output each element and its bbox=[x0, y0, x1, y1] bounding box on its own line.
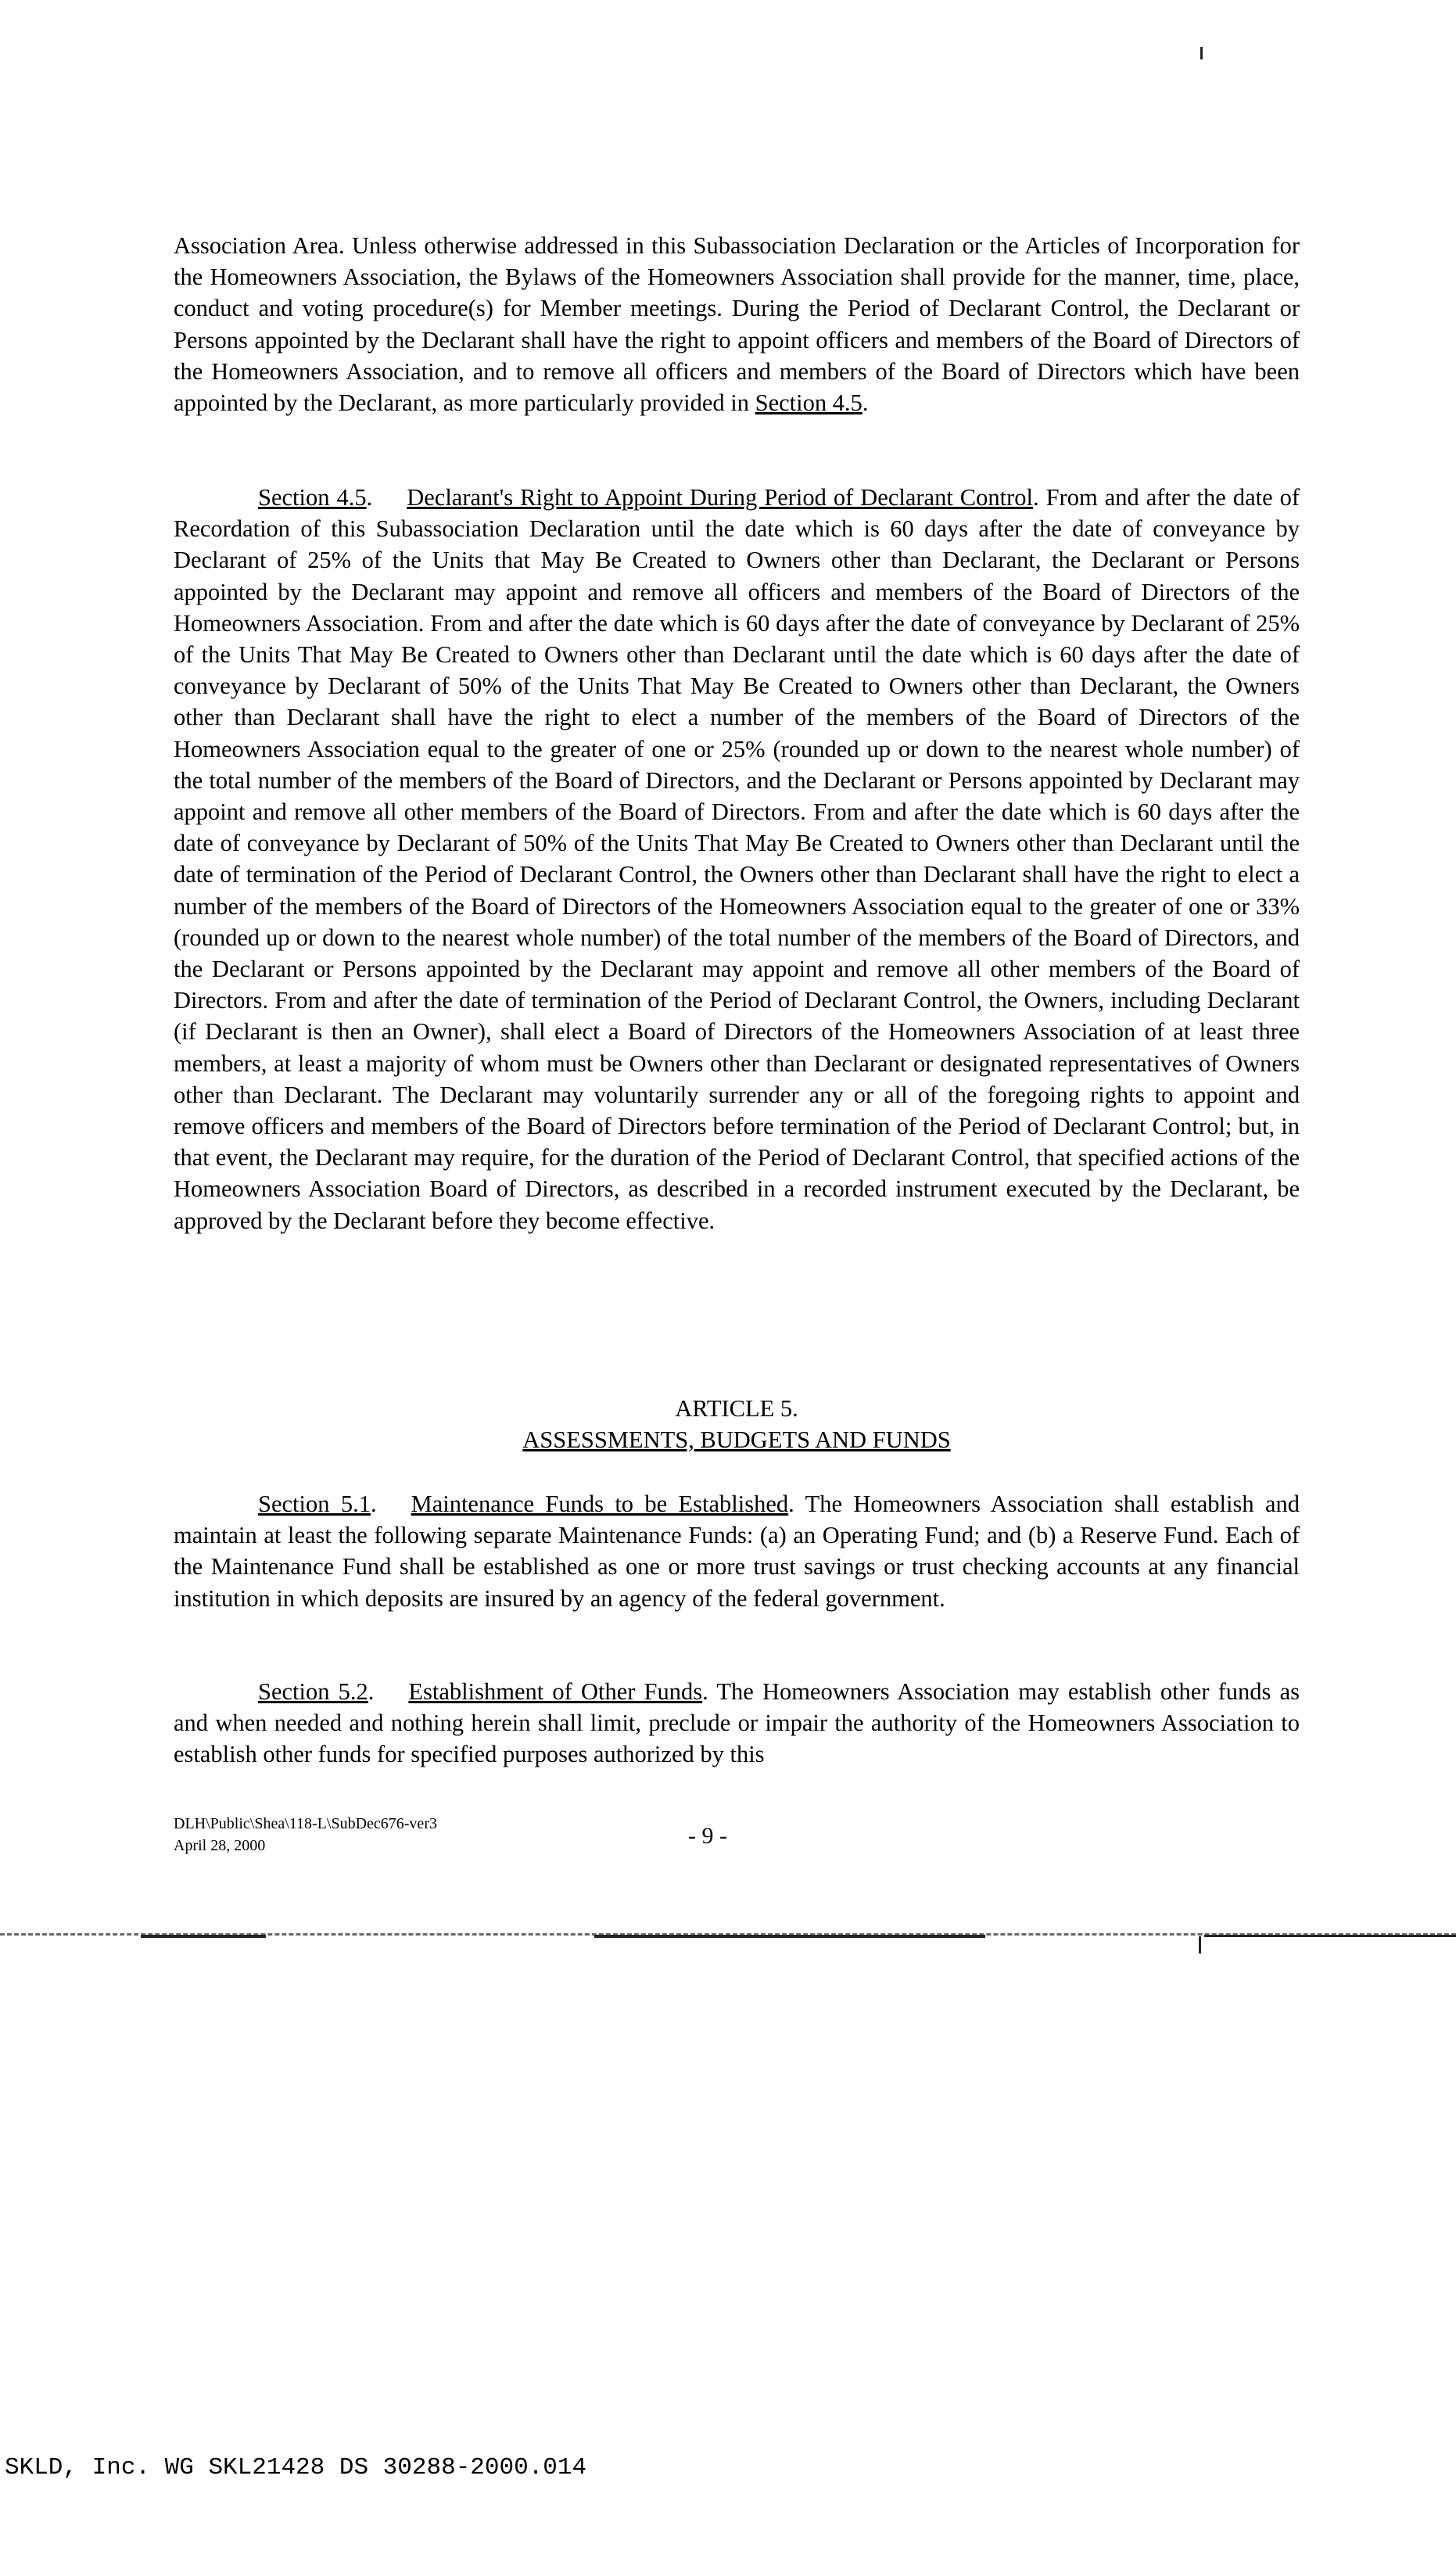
section-4-5 bbox=[174, 482, 1300, 1236]
section-5-1 bbox=[174, 1488, 1300, 1614]
paragraph-end: . bbox=[862, 389, 869, 417]
section-5-2-text: Section 5.2. Establishment of Other Funds. The Homeowners Association may establish other funds as and when needed and nothing herein shall limit, preclude or impair the authority of the Homeowners Association to establish other funds for specified purposes authorized by this bbox=[174, 1678, 1300, 1768]
footer-reference bbox=[174, 1813, 437, 1857]
footer-file-path: DLH\Public\Shea\118-L\SubDec676-ver3 bbox=[174, 1815, 437, 1832]
recording-stamp: SKLD, Inc. WG SKL21428 DS 30288-2000.014 bbox=[5, 2454, 587, 2481]
section-title: Maintenance Funds to be Established bbox=[411, 1491, 789, 1517]
paragraph-association-area bbox=[174, 230, 1300, 418]
section-5-1-text: Section 5.1. Maintenance Funds to be Established. The Homeowners Association shall establish and maintain at least the following separate Maintenance Funds: (a) an Operating Fund; and (b) a Reserve Fund. Each of the Maintenance Fund shall be established as one or more trust savings or trust checking accounts at any financial institution in which deposits are insured by an agency of the federal government. bbox=[174, 1491, 1300, 1612]
section-title: Establishment of Other Funds bbox=[408, 1678, 703, 1705]
article-title: ASSESSMENTS, BUDGETS AND FUNDS bbox=[522, 1426, 951, 1454]
paragraph-text bbox=[174, 230, 1300, 418]
page-number: - 9 - bbox=[688, 1823, 727, 1849]
section-body: From and after the date of Recordation of this Subassociation Declaration until the date which is 60 days after the date of conveyance by Declarant of 25% of the Units that May Be Created to Owners other than Declarant, the Declarant or Persons appointed by the Declarant may appoint and remove all officers and members of the Board of Directors of the Homeowners Association. From and after the date which is 60 days after the date of conveyance by Declarant of 25% of the Units That May Be Created to Owners other than Declarant until the date which is 60 days after the date of conveyance by Declarant of 50% of the Units That May Be Created to Owners other than Declarant, the Owners other than Declarant shall have the right to elect a number of the members of the Board of Directors of the Homeowners Association equal to the greater of one or 25% (rounded up or down to the nearest whole number) of the total number of the members of the Board of Directors, and the Declarant or Persons appointed by Declarant may appoint and remove all other members of the Board of Directors. From and after the date which is 60 days after the date of conveyance by Declarant of 50% of the Units That May Be Created to Owners other than Declarant until the date of termination of the Period of Declarant Control, the Owners other than Declarant shall have the right to elect a number of the members of the Board of Directors of the Homeowners Association equal to the greater of one or 33% (rounded up or down to the nearest whole number) of the total number of the members of the Board of Directors, and the Declarant or Persons appointed by the Declarant may appoint and remove all other members of the Board of Directors. From and after the date of termination of the Period of Declarant Control, the Owners, including Declarant (if Declarant is then an Owner), shall elect a Board of Directors of the Homeowners Association of at least three members, at least a majority of whom must be Owners other than Declarant or designated representatives of Owners other than Declarant. The Declarant may voluntarily surrender any or all of the foregoing rights to appoint and remove officers and members of the Board of Directors before termination of the Period of Declarant Control; but, in that event, the Declarant may require, for the duration of the Period of Declarant Control, that specified actions of the Homeowners Association Board of Directors, as described in a recorded instrument executed by the Declarant, be approved by the Declarant before they become effective. bbox=[174, 484, 1300, 1234]
section-body: The Homeowners Association may establish other funds as and when needed and nothing herein shall limit, preclude or impair the authority of the Homeowners Association to establish other funds for specified purposes authorized by this bbox=[174, 1678, 1300, 1768]
section-body: The Homeowners Association shall establish and maintain at least the following separate Maintenance Funds: (a) an Operating Fund; and (b) a Reserve Fund. Each of the Maintenance Fund shall be established as one or more trust savings or trust checking accounts at any financial institution in which deposits are insured by an agency of the federal government. bbox=[174, 1491, 1300, 1612]
section-title: Declarant's Right to Appoint During Period of Declarant Control bbox=[407, 484, 1033, 511]
footer-date: April 28, 2000 bbox=[174, 1837, 266, 1854]
article-number: ARTICLE 5. bbox=[675, 1395, 798, 1422]
section-5-2 bbox=[174, 1676, 1300, 1771]
scan-mark bbox=[1200, 47, 1203, 59]
scan-divider-segment bbox=[594, 1935, 985, 1938]
section-number: Section 4.5 bbox=[258, 484, 367, 511]
section-number: Section 5.1 bbox=[258, 1491, 371, 1517]
section-reference: Section 4.5 bbox=[755, 389, 862, 417]
scan-mark bbox=[1199, 1936, 1201, 1954]
section-4-5-text: Section 4.5. Declarant's Right to Appoint During Period of Declarant Control. From and after the date of Recordation of this Subassociation Declaration until the date which is 60 days after the date of conveyance by Declarant of 25% of the Units that May Be Created to Owners other than Declarant, the Declarant or Persons appointed by the Declarant may appoint and remove all officers and members of the Board of Directors of the Homeowners Association. From and after the date which is 60 days after the date of conveyance by Declarant of 25% of the Units That May Be Created to Owners other than Declarant until the date which is 60 days after the date of conveyance by Declarant of 50% of the Units That May Be Created to Owners other than Declarant, the Owners other than Declarant shall have the right to elect a number of the members of the Board of Directors of the Homeowners Association equal to the greater of one or 25% (rounded up or down to the nearest whole number) of the total number of the members of the Board of Directors, and the Declarant or Persons appointed by Declarant may appoint and remove all other members of the Board of Directors. From and after the date which is 60 days after the date of conveyance by Declarant of 50% of the Units That May Be Created to Owners other than Declarant until the date of termination of the Period of Declarant Control, the Owners other than Declarant shall have the right to elect a number of the members of the Board of Directors of the Homeowners Association equal to the greater of one or 33% (rounded up or down to the nearest whole number) of the total number of the members of the Board of Directors, and the Declarant or Persons appointed by the Declarant may appoint and remove all other members of the Board of Directors. From and after the date of termination of the Period of Declarant Control, the Owners, including Declarant (if Declarant is then an Owner), shall elect a Board of Directors of the Homeowners Association of at least three members, at least a majority of whom must be Owners other than Declarant or designated representatives of Owners other than Declarant. The Declarant may voluntarily surrender any or all of the foregoing rights to appoint and remove officers and members of the Board of Directors before termination of the Period of Declarant Control; but, in that event, the Declarant may require, for the duration of the Period of Declarant Control, that specified actions of the Homeowners Association Board of Directors, as described in a recorded instrument executed by the Declarant, be approved by the Declarant before they become effective. bbox=[174, 484, 1300, 1234]
article-heading bbox=[174, 1393, 1300, 1455]
scan-divider-segment bbox=[141, 1935, 266, 1938]
paragraph-body: Association Area. Unless otherwise addressed in this Subassociation Declaration or the Articles of Incorporation for the Homeowners Association, the Bylaws of the Homeowners Association shall provide for the manner, time, place, conduct and voting procedure(s) for Member meetings. During the Period of Declarant Control, the Declarant or Persons appointed by the Declarant shall have the right to appoint officers and members of the Board of Directors of the Homeowners Association, and to remove all officers and members of the Board of Directors which have been appointed by the Declarant, as more particularly provided in bbox=[174, 232, 1300, 417]
section-number: Section 5.2 bbox=[258, 1678, 368, 1705]
scan-divider-segment bbox=[1204, 1935, 1456, 1937]
